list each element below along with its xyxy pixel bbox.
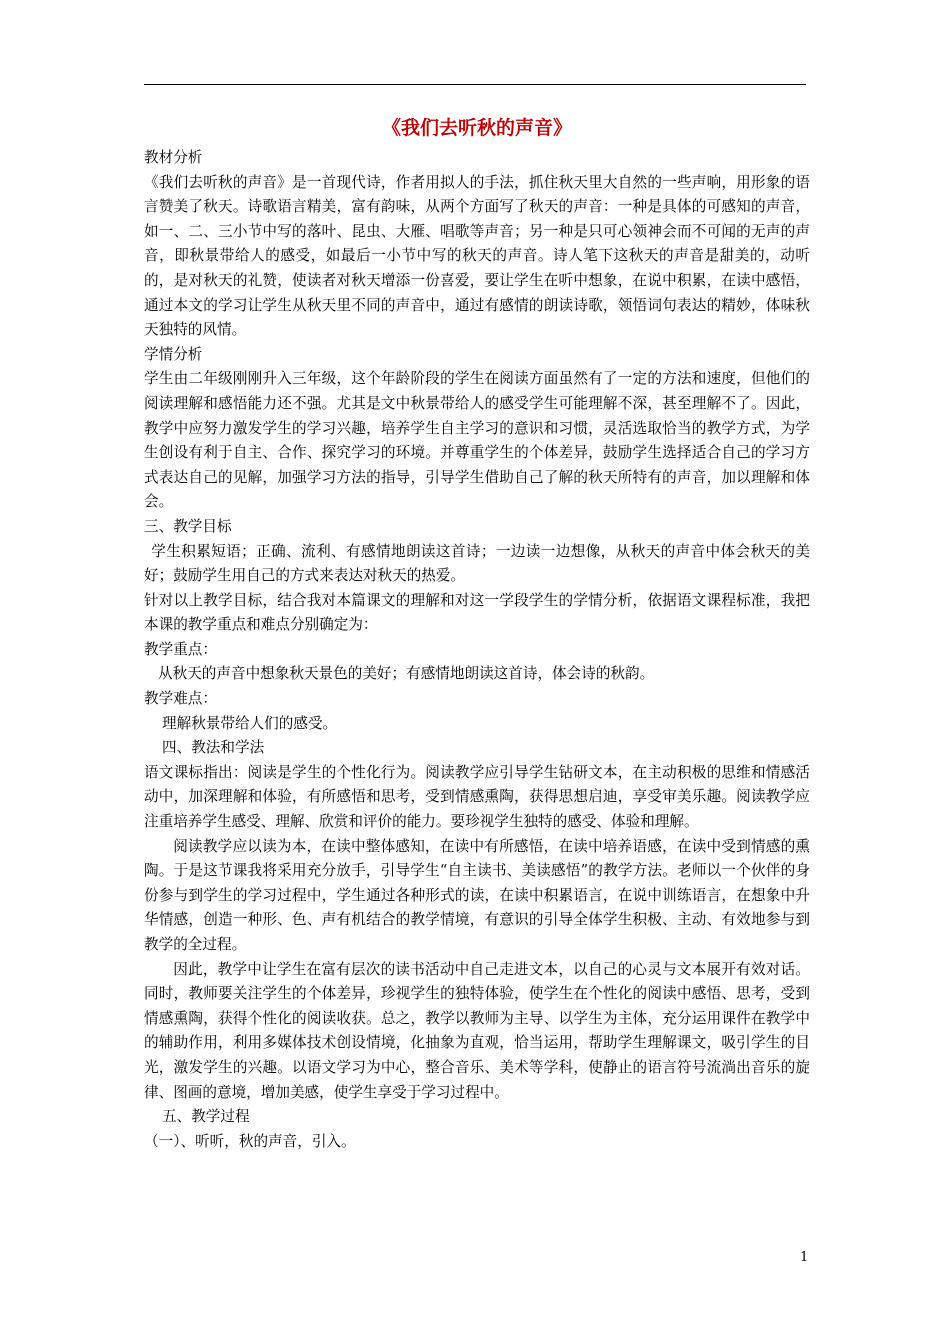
paragraph-key-points: 从秋天的声音中想象秋天景色的美好；有感情地朗读这首诗，体会诗的秋韵。 [158, 665, 655, 683]
paragraph-textbook-analysis: 《我们去听秋的声音》是一首现代诗，作者用拟人的手法，抓住秋天里大自然的一些声响，用形象的语言赞美了秋天。诗歌语言精美，富有韵味，从两个方面写了秋天的声音：一种是具体的可感知的声音，如一、二、三小节中写的落叶、昆虫、大雁、唱歌等声音；另一种是只可心领神会而不可闻的无声的声音，即秋景带给人的感受，如最后一小节中写的秋天的声音。诗人笔下这秋天的声音是甜美的，动听的，是对秋天的礼赞，使读者对秋天增添一份喜爱，要让学生在听中想象，在说中积累，在读中感悟，通过本文的学习让学生从秋天里不同的声音中，通过有感情的朗读诗歌，领悟词句表达的精妙，体味秋天独特的风情。 [144, 173, 810, 339]
paragraph-student-analysis: 学生由二年级刚刚升入三年级，这个年龄阶段的学生在阅读方面虽然有了一定的方法和速度，但他们的阅读理解和感悟能力还不强。尤其是文中秋景带给人的感受学生可能理解不深，甚至理解不了。因此，教学中应努力激发学生的学习兴趣，培养学生自主学习的意识和习惯，灵活选取恰当的教学方式，为学生创设有利于自主、合作、探究学习的环境。并尊重学生的个体差异，鼓励学生选择适合自己的学习方式表达自己的见解，加强学习方法的指导，引导学生借助自己了解的秋天所特有的声音，加以理解和体会。 [144, 370, 810, 511]
paragraph-process-step-1: （一）、听听，秋的声音，引入。 [144, 1132, 356, 1150]
header-rule [144, 84, 806, 85]
heading-difficulties: 教学难点： [144, 690, 217, 708]
heading-student-analysis: 学情分析 [144, 345, 203, 363]
paragraph-therefore: 因此，教学中让学生在富有层次的读书活动中自己走进文本，以自己的心灵与文本展开有效对话。同时，教师要关注学生的个体差异，珍视学生的独特体验，使学生在个性化的阅读中感悟、思考，受到情感熏陶，获得个性化的阅读收获。总之，教学以教师为主导、以学生为主体，充分运用课件在教学中的辅助作用，利用多媒体技术创设情境，化抽象为直观，恰当运用，帮助学生理解课文，吸引学生的目光，激发学生的兴趣。以语文学习为中心，整合音乐、美术等学科，使静止的语言符号流淌出音乐的旋律、图画的意境，增加美感，使学生享受于学习过程中。 [144, 960, 810, 1101]
document-title: 《我们去听秋的声音》 [381, 117, 572, 139]
document-body [144, 116, 810, 1154]
heading-key-points: 教学重点： [144, 640, 217, 658]
heading-methods: 四、教法和学法 [162, 739, 265, 757]
paragraph-difficulties: 理解秋景带给人们的感受。 [162, 714, 338, 732]
paragraph-reading-teaching: 阅读教学应以读为本，在读中整体感知，在读中有所感悟，在读中培养语感，在读中受到情感的熏陶。于是这节课我将采用充分放手，引导学生“自主读书、美读感悟”的教学方法。老师以一个伙伴的身份参与到学生的学习过程中，学生通过各种形式的读，在读中积累语言，在说中训练语言，在想象中升华情感，创造一种形、色、声有机结合的教学情境，有意识的引导全体学生积极、主动、有效地参与到教学的全过程。 [144, 837, 810, 953]
paragraph-goals-summary: 针对以上教学目标，结合我对本篇课文的理解和对这一学段学生的学情分析，依据语文课程标准，我把本课的教学重点和难点分别确定为： [144, 591, 810, 634]
heading-teaching-goals: 三、教学目标 [144, 517, 232, 535]
heading-process: 五、教学过程 [162, 1108, 250, 1126]
page-number: 1 [800, 1250, 809, 1265]
paragraph-teaching-goals: 学生积累短语；正确、流利、有感情地朗读这首诗；一边读一边想像，从秋天的声音中体会秋天的美好；鼓励学生用自己的方式来表达对秋天的热爱。 [144, 542, 810, 585]
heading-textbook-analysis: 教材分析 [144, 149, 203, 166]
paragraph-curriculum: 语文课标指出：阅读是学生的个性化行为。阅读教学应引导学生钻研文本，在主动积极的思维和情感活动中，加深理解和体验，有所感悟和思考，受到情感熏陶，获得思想启迪，享受审美乐趣。阅读教学应注重培养学生感受、理解、欣赏和评价的能力。要珍视学生独特的感受、体验和理解。 [144, 763, 810, 831]
